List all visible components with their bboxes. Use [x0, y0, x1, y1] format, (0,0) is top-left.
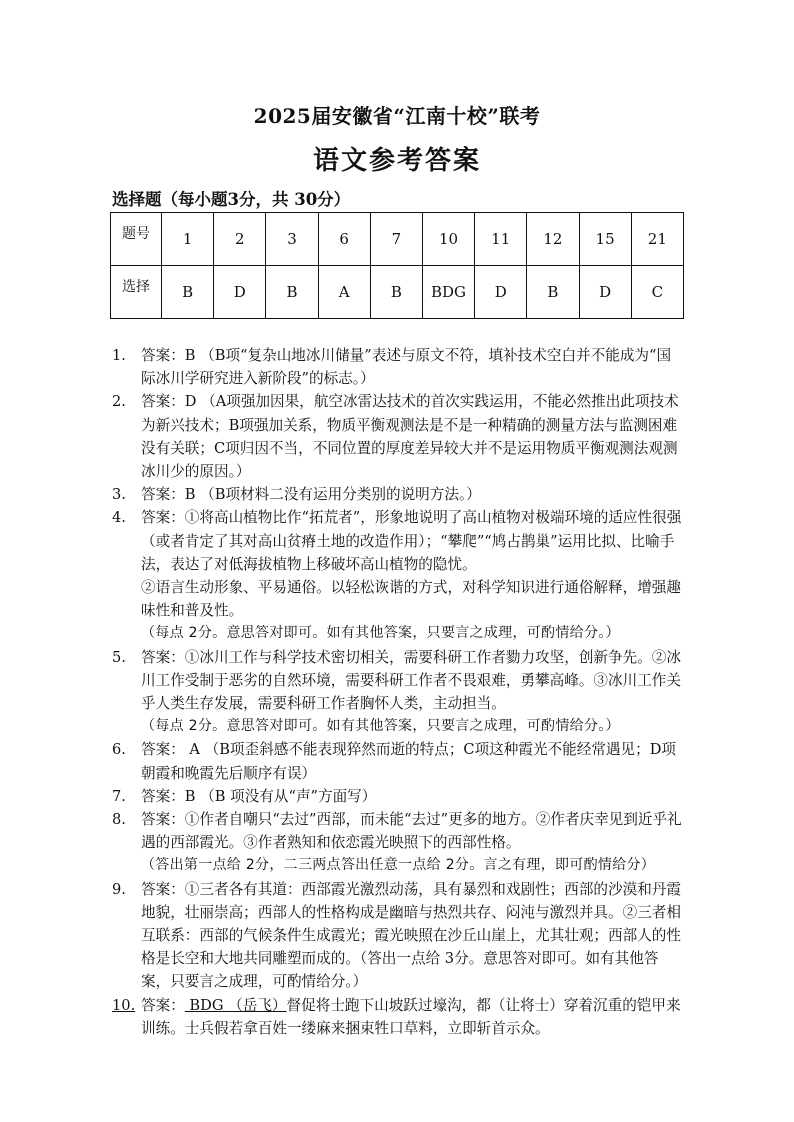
answer-cell: D	[475, 266, 527, 319]
answer-cell: B	[527, 266, 579, 319]
question-number: 10	[422, 213, 474, 266]
answer-item-9	[112, 878, 682, 994]
question-number-row	[111, 213, 684, 266]
answer-list	[112, 344, 682, 1040]
question-number: 2	[214, 213, 266, 266]
answer-prefix: 答案：	[141, 996, 185, 1014]
question-number: 12	[527, 213, 579, 266]
answer-cell: B	[370, 266, 422, 319]
question-number: 15	[579, 213, 631, 266]
answer-cell: BDG	[422, 266, 474, 319]
answer-cell: D	[214, 266, 266, 319]
item-number: 7.	[112, 787, 126, 805]
row-label-question: 题号	[111, 213, 162, 266]
answer-item-3	[112, 483, 682, 506]
question-number: 3	[266, 213, 318, 266]
answer-table	[110, 212, 684, 319]
answer-cell: D	[579, 266, 631, 319]
item-text: 答案：①作者自嘲只“去过”西部，而未能“去过”更多的地方。②作者庆幸见到近乎礼遇的西部霞光。③作者熟知和依恋霞光映照下的西部性格。	[141, 811, 682, 852]
answer-cell: A	[318, 266, 370, 319]
item-text: 答案：①冰川工作与科学技术密切相关，需要科研工作者勠力攻坚，创新争先。②冰川工作受制于恶劣的自然环境，需要科研工作者不畏艰难，勇攀高峰。③冰川工作关乎人类生存发展，需要科研工作者胸怀人类，主动担当。	[141, 648, 681, 713]
answer-item-8	[112, 808, 682, 878]
item-number: 2.	[112, 393, 126, 411]
question-number: 7	[370, 213, 422, 266]
document-subtitle: 语文参考答案	[312, 146, 481, 176]
section-heading: 选择题（每小题3分，共 30分）	[112, 190, 351, 209]
answer-item-7	[112, 785, 682, 808]
answer-item-6	[112, 738, 682, 784]
answer-item-2	[112, 390, 682, 483]
question-number: 1	[162, 213, 214, 266]
item-text-continued: ②语言生动形象、平易通俗。以轻松诙谐的方式，对科学知识进行通俗解释，增强趣味性和普及性。	[141, 579, 681, 620]
item-text: 答案：B （B 项没有从“声”方面写）	[141, 787, 377, 805]
answer-item-5	[112, 646, 682, 739]
item-text: 答案：①将高山植物比作“拓荒者”，形象地说明了高山植物对极端环境的适应性很强（或者肯定了其对高山贫瘠土地的改造作用）；“攀爬”“鸠占鹊巢”运用比拟、比喻手法，表达了对低海拔植物上移破坏高山植物的隐忧。	[141, 509, 682, 573]
item-number: 8.	[112, 811, 126, 829]
item-number: 10.	[112, 996, 136, 1014]
item-number: 9.	[112, 880, 126, 898]
question-number: 6	[318, 213, 370, 266]
item-number: 3.	[112, 486, 126, 504]
answer-item-4	[112, 506, 682, 645]
item-text: 答案：B （B项“复杂山地冰川储量”表述与原文不符，填补技术空白并不能成为“国际冰川学研究进入新阶段”的标志。）	[141, 347, 672, 388]
answer-item-1	[112, 344, 682, 390]
translation-text: 督促将士跑下山坡跃过壕沟，都（让将士）穿着沉重的铠甲来训练。士兵假若拿百姓一缕麻来捆束牲口草料，立即斩首示众。	[141, 996, 681, 1037]
item-number: 5.	[112, 648, 126, 666]
answer-row	[111, 266, 684, 319]
item-number: 6.	[112, 741, 126, 759]
answer-cell: C	[631, 266, 683, 319]
document-title: 2025届安徽省“江南十校”联考	[253, 104, 541, 128]
item-number: 1.	[112, 347, 126, 364]
question-number: 21	[631, 213, 683, 266]
item-text: 答案：①三者各有其道：西部霞光激烈动荡，具有暴烈和戏剧性；西部的沙漠和丹霞地貌，壮丽崇高；西部人的性格构成是幽暗与热烈共存、闷沌与激烈并具。②三者相互联系：西部的气候条件生成霞光；霞光映照在沙丘山崖上，尤其壮观；西部人的性格是长空和大地共同雕塑而成的。（答出一点给 3分。意思答对即可。如有其他答案，只要言之成理，可酌情给分。）	[141, 880, 681, 991]
item-text	[141, 994, 682, 1040]
scoring-note: （答出第一点给 2分，二三两点答出任意一点给 2分。言之有理，即可酌情给分）	[141, 857, 656, 874]
answer-underlined: BDG （岳飞）	[184, 996, 287, 1014]
item-text: 答案：D （A项强加因果，航空冰雷达技术的首次实践运用，不能必然推出此项技术为新兴技术；B项强加关系，物质平衡观测法是不是一种精确的测量方法与监测困难没有关联；C项归因不当，不同位置的厚度差异较大并不是运用物质平衡观测法观测冰川少的原因。）	[141, 393, 679, 481]
answer-item-10	[112, 994, 682, 1040]
row-label-answer: 选择	[111, 266, 162, 319]
answer-cell: B	[162, 266, 214, 319]
question-number: 11	[475, 213, 527, 266]
answer-cell: B	[266, 266, 318, 319]
item-number: 4.	[112, 509, 126, 527]
scoring-note: （每点 2分。意思答对即可。如有其他答案，只要言之成理，可酌情给分。）	[141, 718, 620, 735]
item-text: 答案：B （B项材料二没有运用分类别的说明方法。）	[141, 486, 481, 504]
item-text: 答案： A （B项歪斜感不能表现猝然而逝的特点；C项这种霞光不能经常遇见；D项朝霞和晚霞先后顺序有误）	[141, 741, 677, 782]
scoring-note: （每点 2分。意思答对即可。如有其他答案，只要言之成理，可酌情给分。）	[141, 625, 620, 642]
